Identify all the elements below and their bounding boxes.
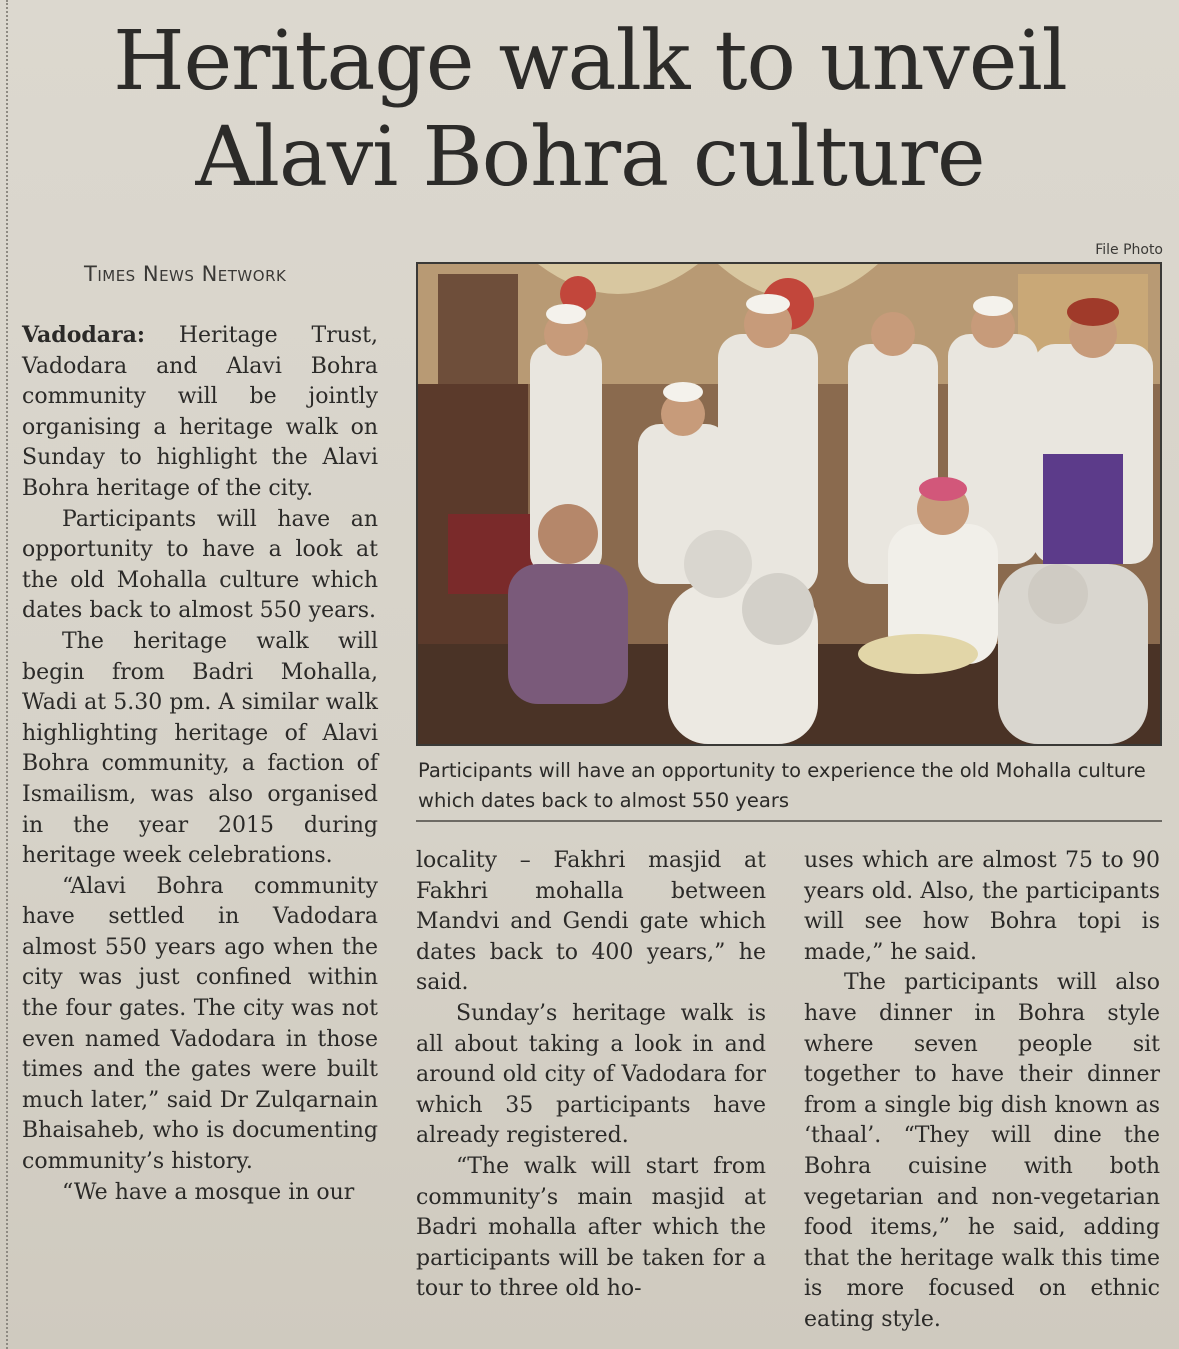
paragraph-1 — [22, 320, 378, 505]
paragraph-8: “The walk will start from community’s main masjid at Badri mohalla after which the participants will be taken for a tour to three old ho- — [416, 1153, 766, 1302]
photo-illustration — [418, 264, 1160, 744]
paragraph-4: “Alavi Bohra community have settled in Vadodara almost 550 years ago when the city was just confined within the four gates. The city was not even named Vadodara in those times and the gates were built much later,” said Dr Zulqarnain Bhaisaheb, who is documenting community’s history. — [22, 873, 378, 1175]
paragraph-3: The heritage walk will begin from Badri Mohalla, Wadi at 5.30 pm. A similar walk highlighting heritage of Alavi Bohra community, a faction of Ismailism, was also organised in the year 2015 during heritage week celebrations. — [22, 628, 378, 869]
photo-credit: File Photo — [1095, 242, 1163, 258]
headline-line-2: Alavi Bohra culture — [195, 110, 985, 205]
headline-line-1: Heritage walk to unveil — [113, 14, 1067, 109]
paragraph-5: “We have a mosque in our — [62, 1179, 355, 1205]
paragraph-1-text: Heritage Trust, Vadodara and Alavi Bohra community will be jointly organising a heritage walk on Sunday to highlight the Alavi Bohra heritage of the city. — [22, 323, 379, 501]
article-column-3 — [804, 846, 1160, 1336]
caption-divider — [416, 820, 1162, 822]
article-column-2 — [416, 846, 766, 1305]
photo-caption: Participants will have an opportunity to experience the old Mohalla culture which dates back to almost 550 years — [418, 759, 1146, 812]
paragraph-2: Participants will have an opportunity to have a look at the old Mohalla culture which dates back to almost 550 years. — [22, 506, 378, 624]
headline — [30, 14, 1150, 206]
paragraph-6: locality – Fakhri masjid at Fakhri mohalla between Mandvi and Gendi gate which dates back to 400 years,” he said. — [416, 848, 766, 996]
byline: Times News Network — [84, 262, 287, 286]
page-edge-perforation — [6, 0, 8, 1349]
paragraph-7: Sunday’s heritage walk is all about taking a look in and around old city of Vadodara for which 35 participants have already registered. — [416, 1000, 766, 1149]
paragraph-10: The participants will also have dinner in Bohra style where seven people sit together to have their dinner from a single big dish known as ‘thaal’. “They will dine the Bohra cuisine with both vegetarian and non-vegetarian food items,” he said, adding that the heritage walk this time is more focused on ethnic eating style. — [804, 970, 1160, 1332]
dateline: Vadodara: — [22, 322, 145, 348]
article-column-1 — [22, 320, 378, 1208]
paragraph-9: uses which are almost 75 to 90 years old. Also, the participants will see how Bohra topi is made,” he said. — [804, 848, 1160, 965]
news-photo — [416, 262, 1162, 746]
